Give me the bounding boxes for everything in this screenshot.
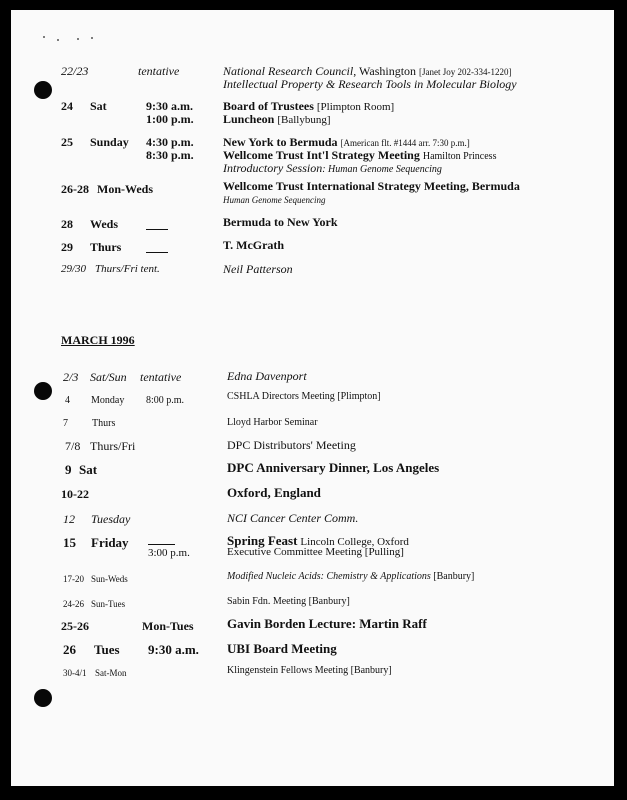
entry-day: Friday	[91, 535, 129, 550]
entry-day: Monday	[91, 395, 125, 406]
entry-note: [Janet Joy 202-334-1220]	[419, 67, 512, 77]
entry-title-text: Board of Trustees	[223, 99, 314, 113]
entry-subtitle: Human Genome Sequencing	[223, 195, 326, 205]
entry-title: T. McGrath	[223, 238, 285, 252]
entry-date: 28	[61, 217, 73, 231]
entry-title-text: Modified Nucleic Acids: Chemistry & Applications	[227, 571, 431, 582]
entry-title: NCI Cancer Center Comm.	[227, 511, 359, 525]
entry-note: [Plimpton]	[337, 391, 381, 402]
entry-subtitle-text: Executive Committee Meeting	[227, 546, 363, 558]
entry-time: 9:30 a.m.	[148, 642, 199, 657]
entry-note: [Pulling]	[364, 546, 404, 558]
entry-date: 22/23	[61, 64, 89, 78]
entry-date: 26-28	[61, 182, 89, 196]
entry-time: 8:30 p.m.	[146, 148, 194, 162]
entry-subtitle-text: Introductory Session	[223, 161, 323, 175]
entry-day: Tuesday	[91, 512, 131, 526]
entry-date: 29	[61, 240, 73, 254]
entry-title-text: New York to Bermuda	[223, 135, 338, 149]
punch-hole-bottom	[34, 689, 52, 707]
entry-title: Oxford, England	[227, 485, 321, 500]
entry-day: Tues	[94, 642, 120, 657]
entry-title	[223, 65, 512, 77]
entry-day: Sun-Weds	[91, 574, 128, 584]
entry-title-text: Sabin Fdn. Meeting	[227, 596, 307, 607]
entry-title: UBI Board Meeting	[227, 641, 337, 656]
entry-date: 25	[61, 135, 73, 149]
entry-title	[223, 113, 331, 126]
paper-specks	[43, 34, 103, 42]
entry-day: Sat	[79, 462, 98, 477]
entry-note: [Ballybung]	[277, 114, 331, 126]
entry-title-text: Spring Feast	[227, 533, 298, 548]
entry-day: tentative	[138, 64, 180, 78]
entry-day: Thurs	[92, 418, 116, 429]
entry-time: 3:00 p.m.	[148, 547, 190, 559]
entry-title	[223, 136, 470, 148]
document-page	[11, 10, 614, 786]
entry-date: 24-26	[63, 599, 84, 609]
entry-day: Mon-Weds	[97, 182, 154, 196]
entry-note: [Banbury]	[433, 571, 475, 582]
entry-day: Sat-Mon	[95, 668, 127, 678]
blank-time-line	[146, 229, 168, 230]
entry-date: 26	[63, 642, 76, 657]
entry-day: Thurs/Fri tent.	[95, 263, 160, 275]
entry-title: DPC Distributors' Meeting	[227, 438, 356, 452]
entry-date: 9	[65, 462, 72, 477]
entry-subtitle	[223, 162, 442, 175]
entry-day: Mon-Tues	[142, 619, 194, 633]
entry-subtitle: Intellectual Property & Research Tools in Molecular Biology	[223, 77, 517, 91]
entry-date: 15	[63, 535, 76, 550]
entry-date: 2/3	[63, 370, 79, 384]
entry-note: Lincoln College, Oxford	[300, 536, 409, 548]
entry-title: Edna Davenport	[227, 369, 307, 383]
entry-note: [Banbury]	[350, 665, 392, 676]
blank-time-line	[146, 252, 168, 253]
entry-day: Thurs	[90, 240, 122, 254]
entry-time: 9:30 a.m.	[146, 99, 193, 113]
entry-subtitle	[227, 547, 404, 558]
entry-date: 29/30	[61, 263, 87, 275]
entry-date: 4	[65, 395, 70, 406]
entry-date: 24	[61, 99, 73, 113]
entry-title: Neil Patterson	[223, 262, 293, 276]
entry-date: 7	[63, 418, 68, 429]
entry-title: Wellcome Trust International Strategy Meeting, Bermuda	[223, 179, 520, 193]
month-heading: MARCH 1996	[61, 333, 135, 347]
entry-day: Thurs/Fri	[90, 439, 136, 453]
entry-day: Sun-Tues	[91, 599, 126, 609]
entry-note: [Plimpton Room]	[316, 101, 395, 113]
blank-time-line	[148, 544, 175, 545]
entry-title: Lloyd Harbor Seminar	[227, 417, 318, 428]
entry-title-rest: , Washington	[353, 64, 420, 78]
punch-hole-top	[34, 81, 52, 99]
entry-title: Gavin Borden Lecture: Martin Raff	[227, 616, 427, 631]
entry-day: Sat	[90, 99, 107, 113]
entry-date: 7/8	[65, 439, 81, 453]
entry-date: 17-20	[63, 574, 84, 584]
entry-time: 1:00 p.m.	[146, 112, 194, 126]
entry-title	[227, 666, 392, 676]
entry-title	[227, 597, 350, 607]
entry-note: Hamilton Princess	[422, 151, 497, 162]
entry-day: Sunday	[90, 135, 129, 149]
entry-day: Weds	[90, 217, 119, 231]
entry-date: 25-26	[61, 619, 89, 633]
entry-day: Sat/Sun	[90, 370, 127, 384]
entry-title: DPC Anniversary Dinner, Los Angeles	[227, 460, 440, 475]
entry-title-text: Klingenstein Fellows Meeting	[227, 665, 349, 676]
entry-note: [Banbury]	[308, 596, 350, 607]
entry-subtitle-note: : Human Genome Sequencing	[322, 164, 442, 175]
entry-date: 10-22	[61, 487, 89, 501]
entry-title-text: Luncheon	[223, 112, 275, 126]
entry-date: 30-4/1	[63, 668, 87, 678]
punch-hole-middle	[34, 382, 52, 400]
entry-date: 12	[63, 512, 75, 526]
entry-title-text: CSHLA Directors Meeting	[227, 391, 335, 402]
entry-extra: tentative	[140, 370, 182, 384]
entry-title: Bermuda to New York	[223, 215, 338, 229]
entry-title	[227, 392, 381, 402]
entry-time: 8:00 p.m.	[146, 395, 185, 406]
entry-title-text: Wellcome Trust Int'l Strategy Meeting	[223, 148, 420, 162]
entry-time: 4:30 p.m.	[146, 135, 194, 149]
entry-title-text: National Research Council	[223, 64, 354, 78]
entry-title	[227, 572, 474, 582]
entry-note: [American flt. #1444 arr. 7:30 p.m.]	[340, 138, 470, 148]
